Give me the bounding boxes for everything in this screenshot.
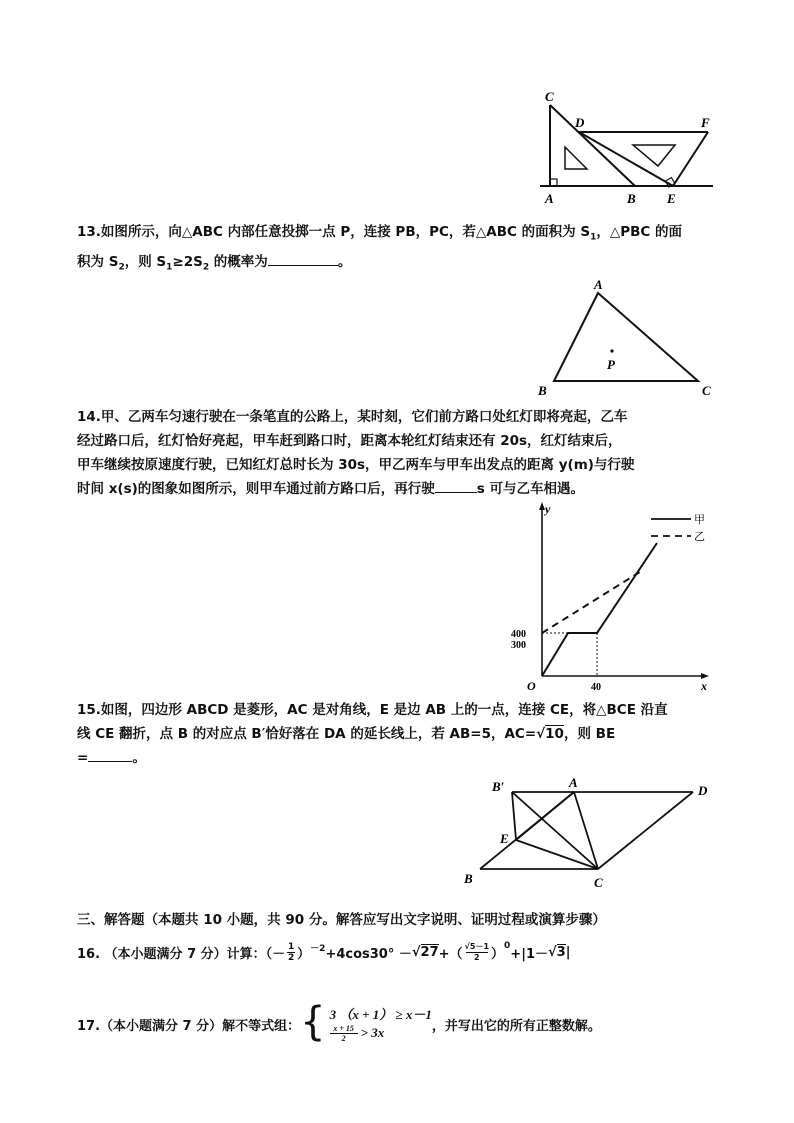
label-a: A <box>594 277 603 292</box>
tick-400: 400 <box>511 629 526 640</box>
right-angle-a <box>550 179 557 186</box>
edge-cd <box>598 792 693 869</box>
label-origin: O <box>527 679 536 693</box>
label-e: E <box>667 191 676 206</box>
answer-blank-14[interactable] <box>435 478 477 493</box>
answer-blank-13[interactable] <box>268 251 338 266</box>
label-c: C <box>545 89 554 104</box>
tick-300: 300 <box>511 640 526 651</box>
fraction-half: 1 2 <box>288 941 295 963</box>
label-d: D <box>575 115 585 130</box>
point-p <box>610 349 613 352</box>
label-a: A <box>569 775 578 790</box>
triangle-ruler-figure <box>535 85 725 210</box>
sqrt-symbol: √ <box>536 726 546 742</box>
triangle-abc-figure <box>532 275 722 400</box>
sqrt-symbol: √ <box>547 944 557 960</box>
question-13: 13.如图所示，向△ABC 内部任意投掷一点 P，连接 PB，PC，若△ABC 的面积为 $S_1$，△PBC 的面 积为 $S_2$，则 $S_1\ge 2S_2$ 的概率为 。 <box>77 224 683 273</box>
line-yi <box>542 570 643 633</box>
inner-triangle-left <box>565 147 587 169</box>
hypotenuse-cb <box>550 105 635 186</box>
label-a: A <box>545 191 554 206</box>
line-jia <box>542 543 657 676</box>
label-y: y <box>545 502 551 516</box>
label-c: C <box>702 383 711 398</box>
sqrt-symbol: √ <box>411 944 421 960</box>
label-x: x <box>701 679 707 693</box>
distance-time-graph <box>505 498 720 698</box>
question-17: 17.（本小题满分 7 分）解不等式组： { 3 （x + 1） ≥ x－1 x + 15 2 > 3x ，并写出它的所有正整数解。 <box>77 999 601 1045</box>
q13-line1: 13.如图所示，向△ABC 内部任意投掷一点 P，连接 PB，PC，若△ABC 的面积为 S <box>77 224 591 240</box>
inequality-system: 3 （x + 1） ≥ x－1 x + 15 2 > 3x <box>329 1006 432 1043</box>
inner-triangle-right <box>633 145 675 166</box>
label-e: E <box>500 831 509 846</box>
label-c: C <box>594 875 603 890</box>
legend-yi: 乙 <box>694 531 705 543</box>
rhombus-figure <box>458 775 723 895</box>
question-16: 16. （本小题满分 7 分）计算：（－ 1 2 ） $^{-2}$ +4cos30° － √ 27 +（ √5－1 2 ） $^0$ +|1－ √ 3 | <box>77 941 571 963</box>
label-f: F <box>701 115 710 130</box>
label-d: D <box>698 783 708 798</box>
line-bprime-e <box>512 792 516 840</box>
edge-fe <box>673 132 708 186</box>
question-14: 14.甲、乙两车匀速行驶在一条笔直的公路上，某时刻，它们前方路口处红灯即将亮起，乙车 经过路口后，红灯恰好亮起，甲车赶到路口时，距离本轮红灯结束还有 20s，红灯结束后， 甲车继续按原速度行驶，已知红灯总时长为 30s，甲乙两车与甲车出发点的距离 y(m)与行驶 时间 x(s)的图象如图所示，则甲车通过前方路口后，再行驶 s 可与乙车相遇。 <box>77 409 635 497</box>
tick-40: 40 <box>591 682 601 693</box>
label-bprime: B′ <box>492 779 505 794</box>
label-b: B <box>627 191 636 206</box>
label-b: B <box>464 871 473 886</box>
triangle-abc <box>554 293 698 381</box>
answer-blank-15[interactable] <box>88 747 132 762</box>
label-p: P <box>607 357 615 372</box>
question-15: 15.如图，四边形 ABCD 是菱形，AC 是对角线，E 是边 AB 上的一点，连接 CE，将△BCE 沿直 线 CE 翻折，点 B 的对应点 B′恰好落在 DA 的延长线上，若 AB=5，AC=√10，则 BE = 。 <box>77 702 668 766</box>
label-b: B <box>538 383 547 398</box>
line-ec <box>516 840 598 869</box>
section-3-heading: 三、解答题（本题共 10 小题，共 90 分。解答应写出文字说明、证明过程或演算步骤） <box>77 912 606 928</box>
line-ea <box>516 792 574 840</box>
brace: { <box>300 999 326 1045</box>
fraction-sqrt5: √5－1 2 <box>464 941 490 962</box>
legend-jia: 甲 <box>694 514 705 526</box>
